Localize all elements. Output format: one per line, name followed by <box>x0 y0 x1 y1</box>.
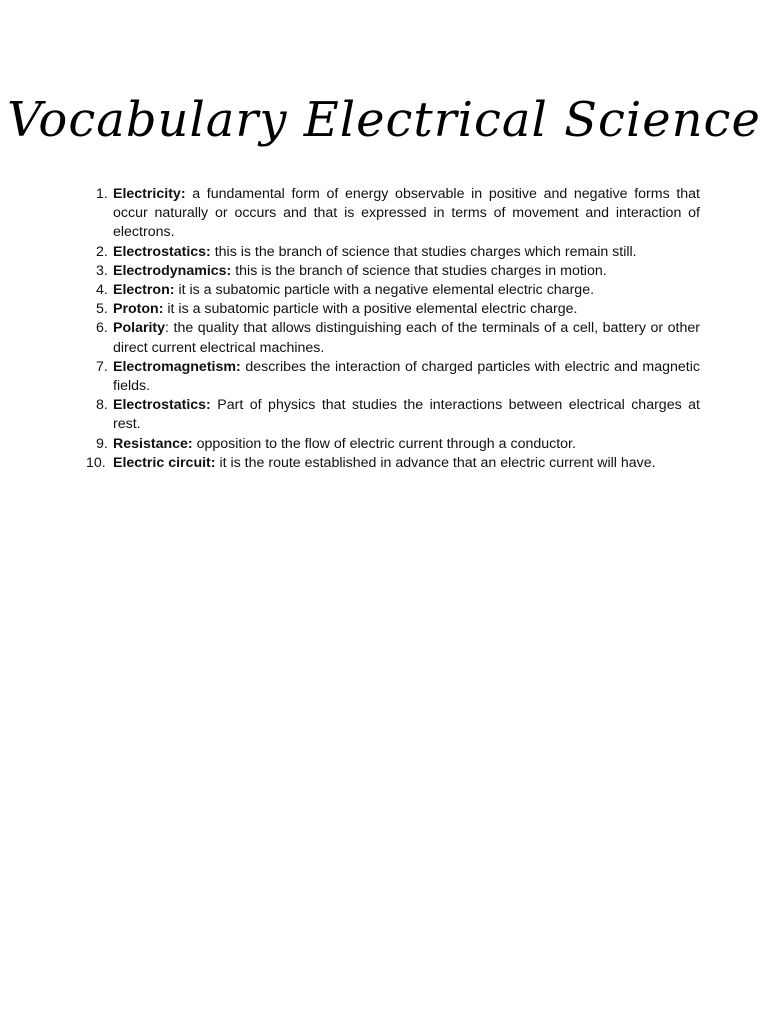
item-number: 2. <box>96 243 108 260</box>
item-term: Polarity <box>113 320 166 337</box>
item-number: 5. <box>96 301 108 318</box>
item-number: 1. <box>96 186 108 202</box>
item-text <box>113 243 700 262</box>
item-definition: it is a subatomic particle with a positive elemental electric charge. <box>163 301 578 318</box>
list-item <box>80 185 700 243</box>
item-term: Electromagnetism: <box>113 358 241 375</box>
item-text <box>113 300 700 319</box>
item-number: 9. <box>96 435 108 452</box>
item-term: Electrodynamics: <box>113 262 232 279</box>
item-number: 4. <box>96 282 108 299</box>
list-item <box>80 319 700 357</box>
item-term: Electric circuit: <box>113 454 216 471</box>
item-definition: Part of physics that studies the interactions between electrical charges at rest. <box>113 397 700 433</box>
page-title: Vocabulary Electrical Science <box>7 92 761 148</box>
list-item <box>80 300 700 319</box>
item-term: Electricity: <box>113 186 186 202</box>
item-number: 6. <box>96 320 108 337</box>
item-text <box>113 358 700 396</box>
item-text <box>113 319 700 357</box>
item-text <box>113 396 700 434</box>
item-definition: describes the interaction of charged particles with electric and magnetic fields. <box>113 358 700 395</box>
item-number: 7. <box>96 358 108 375</box>
item-text <box>113 454 700 473</box>
item-text <box>113 435 700 454</box>
item-definition: this is the branch of science that studies charges in motion. <box>231 262 607 279</box>
item-definition: : the quality that allows distinguishing each of the terminals of a cell, battery or other direct current electrical machines. <box>113 320 700 356</box>
item-term: Electrostatics: <box>113 397 211 414</box>
item-definition: a fundamental form of energy observable in positive and negative forms that occur naturally or occurs and that is expressed in terms of movement and interaction of electrons. <box>113 186 700 241</box>
item-text <box>113 185 700 243</box>
list-item <box>80 281 700 300</box>
list-item <box>80 243 700 262</box>
item-number: 10. <box>86 454 106 471</box>
item-definition: opposition to the flow of electric current through a conductor. <box>192 435 576 452</box>
item-term: Electrostatics: <box>113 243 211 260</box>
item-number: 8. <box>96 397 108 414</box>
item-number: 3. <box>96 262 108 279</box>
list-item <box>80 358 700 396</box>
list-item <box>80 262 700 281</box>
item-term: Resistance: <box>113 435 193 452</box>
list-item <box>80 435 700 454</box>
item-text <box>113 262 700 281</box>
item-text <box>113 281 700 300</box>
item-definition: this is the branch of science that studies charges which remain still. <box>210 243 637 260</box>
list-item <box>80 454 700 473</box>
list-item <box>80 396 700 434</box>
item-definition: it is a subatomic particle with a negative elemental electric charge. <box>174 282 595 299</box>
item-term: Electron: <box>113 282 175 299</box>
item-definition: it is the route established in advance that an electric current will have. <box>215 454 656 471</box>
item-term: Proton: <box>113 301 164 318</box>
vocabulary-list <box>80 185 700 473</box>
